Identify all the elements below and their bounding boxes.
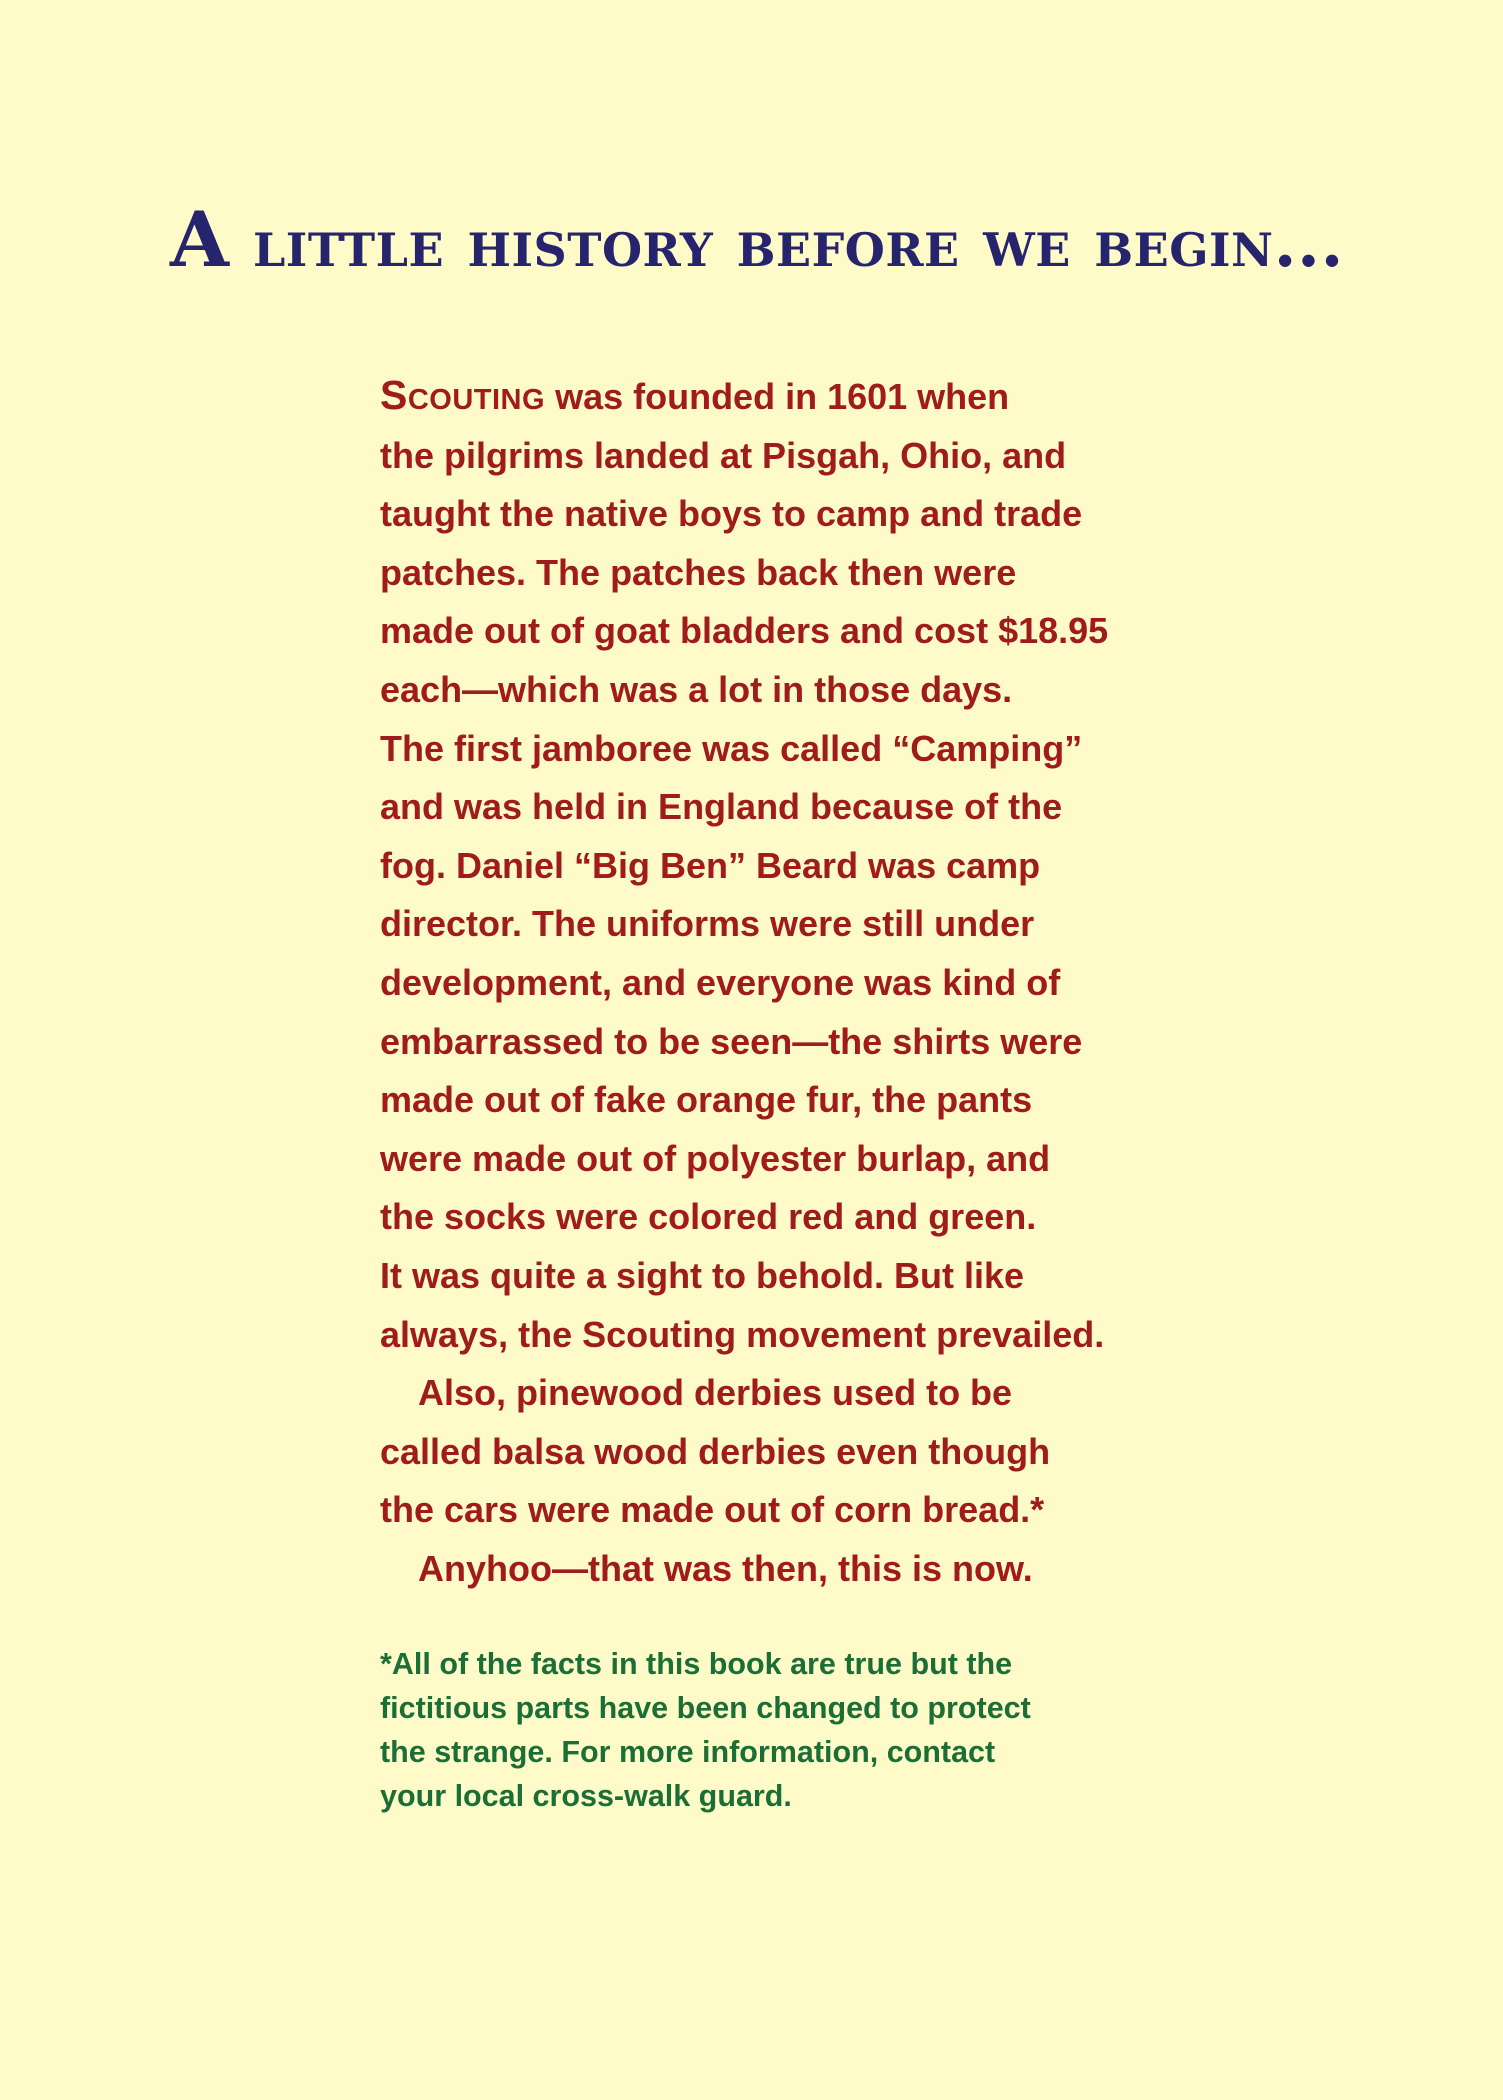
body-line-20: the cars were made out of corn bread.* xyxy=(380,1489,1045,1531)
body-line-11: development, and everyone was kind of xyxy=(380,961,1061,1003)
history-paragraph xyxy=(380,366,1160,1598)
body-line-13: made out of fake orange fur, the pants xyxy=(380,1079,1033,1121)
body-line-21: Anyhoo—that was then, this is now. xyxy=(418,1547,1033,1589)
footnote xyxy=(380,1642,1160,1818)
body-line-16: It was quite a sight to behold. But like xyxy=(380,1254,1025,1296)
body-line-15: the socks were colored red and green. xyxy=(380,1196,1037,1238)
title-initial: A xyxy=(170,195,230,284)
body-line-19: called balsa wood derbies even though xyxy=(380,1430,1051,1472)
footnote-line-2: fictitious parts have been changed to protect xyxy=(380,1691,1031,1725)
body-line-14: were made out of polyester burlap, and xyxy=(380,1137,1051,1179)
body-line-5: made out of goat bladders and cost $18.95 xyxy=(380,610,1109,652)
body-line-1-text: was founded in 1601 when xyxy=(545,376,1010,417)
body-line-12: embarrassed to be seen—the shirts were xyxy=(380,1020,1083,1062)
lead-word: Scouting xyxy=(380,372,546,418)
body-line-3: taught the native boys to camp and trade xyxy=(380,493,1083,535)
footnote-line-3: the strange. For more information, contact xyxy=(380,1735,996,1769)
page-title xyxy=(170,195,1345,285)
body-line-1 xyxy=(380,366,1160,427)
body-line-6: each—which was a lot in those days. xyxy=(380,668,1013,710)
body-line-9: fog. Daniel “Big Ben” Beard was camp xyxy=(380,844,1041,886)
body-line-18: Also, pinewood derbies used to be xyxy=(418,1372,1013,1414)
body-line-2: the pilgrims landed at Pisgah, Ohio, and xyxy=(380,434,1067,476)
body-line-8: and was held in England because of the xyxy=(380,786,1063,828)
body-line-7: The first jamboree was called “Camping” xyxy=(380,727,1083,769)
body-line-17: always, the Scouting movement prevailed. xyxy=(380,1313,1105,1355)
body-line-10: director. The uniforms were still under xyxy=(380,903,1035,945)
footnote-line-4: your local cross-walk guard. xyxy=(380,1779,792,1813)
footnote-line-1: *All of the facts in this book are true but the xyxy=(380,1647,1013,1681)
title-text: little history before we begin... xyxy=(252,204,1345,282)
body-line-4: patches. The patches back then were xyxy=(380,551,1017,593)
